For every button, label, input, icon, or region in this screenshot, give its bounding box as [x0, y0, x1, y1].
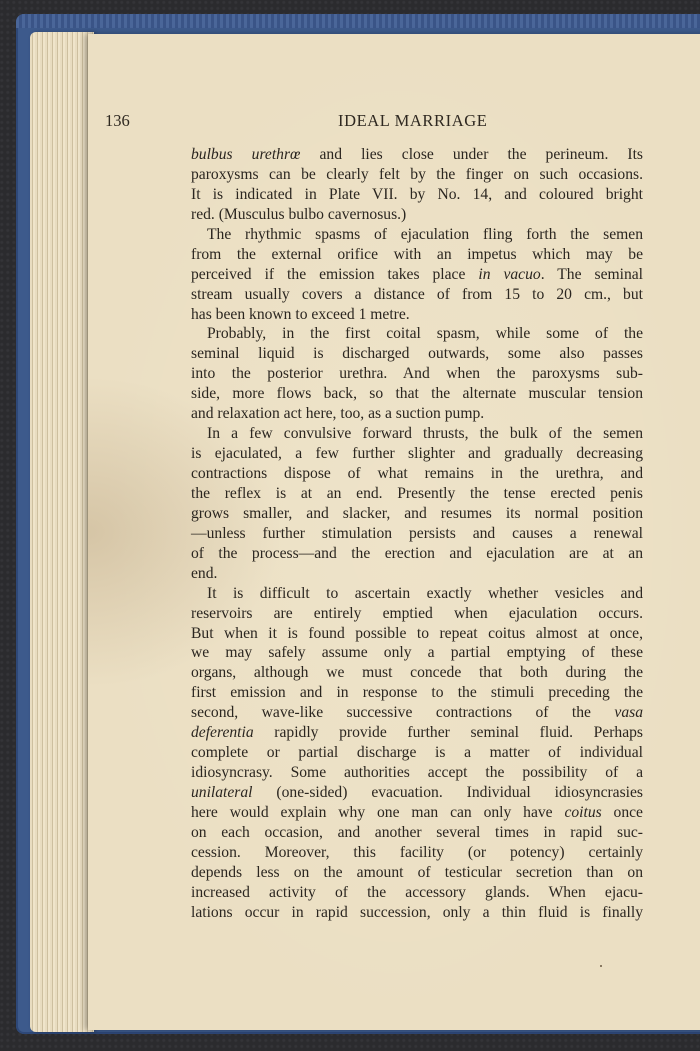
text-line: into the posterior urethra. And when the paroxysms sub-: [191, 365, 643, 383]
text-line: stream usually covers a distance of from 15 to 20 cm., but: [191, 285, 643, 303]
text-line: Probably, in the first coital spasm, while some of the: [207, 325, 643, 343]
text-line: idiosyncrasy. Some authorities accept the possibility of a: [191, 764, 643, 782]
page-edges: [30, 32, 94, 1032]
paper-speck: [600, 965, 602, 967]
text-line: In a few convulsive forward thrusts, the bulk of the semen: [207, 425, 643, 443]
text-line: unilateral (one-sided) evacuation. Individual idiosyncrasies: [191, 784, 643, 801]
text-line: —unless further stimulation persists and causes a renewal: [191, 524, 643, 542]
text-line: cession. Moreover, this facility (or potency) certainly: [191, 843, 643, 861]
text-line: The rhythmic spasms of ejaculation fling forth the semen: [207, 225, 643, 243]
text-line: of the process—and the erection and ejaculation are at an: [191, 544, 643, 562]
text-line: from the external orifice with an impetus which may be: [191, 245, 643, 263]
text-line: the reflex is at an end. Presently the tense erected penis: [191, 484, 643, 502]
text-line: bulbus urethrœ and lies close under the perineum. Its: [191, 146, 643, 163]
text-line: end.: [191, 564, 218, 582]
text-line: here would explain why one man can only have coitus once: [191, 803, 643, 821]
body-text: [191, 145, 643, 923]
text-line: we may safely assume only a partial emptying of these: [191, 644, 643, 662]
text-line: red. (Musculus bulbo cavernosus.): [191, 205, 407, 223]
text-line: But when it is found possible to repeat coitus almost at once,: [191, 624, 643, 642]
text-line: lations occur in rapid succession, only a thin fluid is finally: [191, 903, 643, 921]
running-title: IDEAL MARRIAGE: [338, 111, 488, 130]
text-line: deferentia rapidly provide further seminal fluid. Perhaps: [191, 724, 643, 742]
text-line: contractions dispose of what remains in the urethra, and: [191, 465, 643, 482]
text-line: It is indicated in Plate VII. by No. 14, and coloured bright: [191, 185, 643, 203]
text-line: on each occasion, and another several times in rapid suc-: [191, 823, 643, 841]
text-line: perceived if the emission takes place in vacuo. The seminal: [191, 265, 643, 283]
text-line: and relaxation act here, too, as a suction pump.: [191, 405, 485, 423]
text-line: is ejaculated, a few further slighter and gradually decreasing: [191, 445, 643, 463]
text-line: organs, although we must concede that both during the: [191, 664, 643, 682]
text-line: side, more flows back, so that the alternate muscular tension: [191, 385, 643, 403]
text-line: It is difficult to ascertain exactly whether vesicles and: [207, 584, 643, 602]
text-line: first emission and in response to the stimuli preceding the: [191, 684, 643, 702]
text-line: second, wave-like successive contractions of the vasa: [191, 704, 643, 722]
text-line: complete or partial discharge is a matter of individual: [191, 744, 643, 762]
text-line: depends less on the amount of testicular secretion than on: [191, 863, 643, 881]
page-number: 136: [105, 111, 130, 130]
text-line: grows smaller, and slacker, and resumes its normal position: [191, 504, 643, 522]
text-line: has been known to exceed 1 metre.: [191, 305, 410, 323]
text-line: seminal liquid is discharged outwards, some also passes: [191, 345, 643, 363]
text-line: reservoirs are entirely emptied when ejaculation occurs.: [191, 604, 643, 622]
text-line: paroxysms can be clearly felt by the finger on such occasions.: [191, 165, 643, 183]
text-line: increased activity of the accessory glands. When ejacu-: [191, 883, 643, 901]
